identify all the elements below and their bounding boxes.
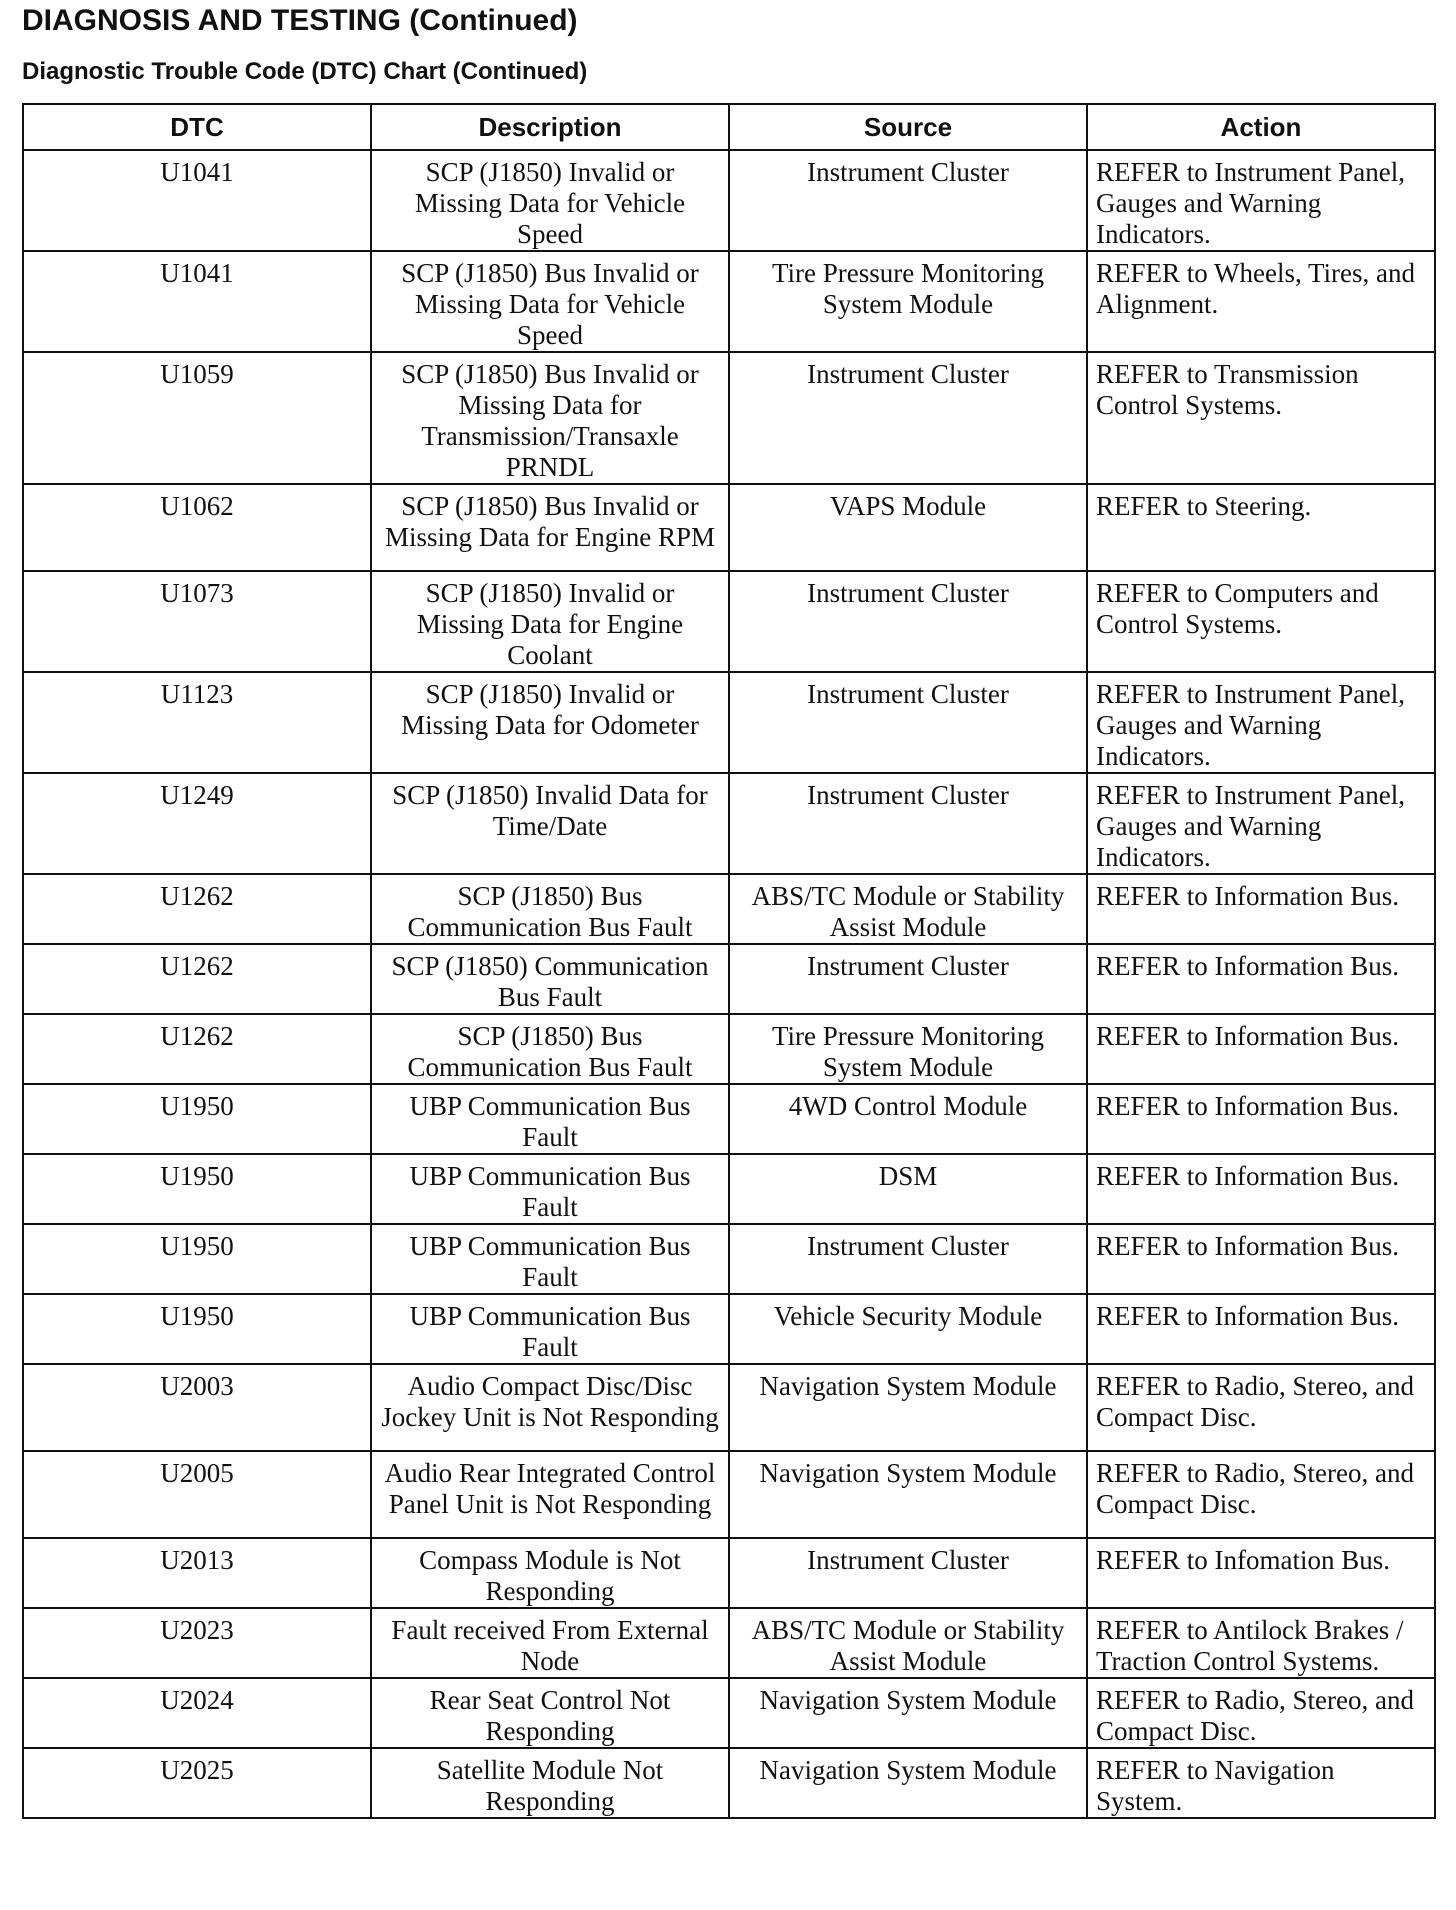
- cell-description: Satellite Module Not Responding: [371, 1748, 729, 1818]
- table-row: [23, 1084, 1435, 1154]
- table-row: [23, 1014, 1435, 1084]
- cell-source: Instrument Cluster: [729, 672, 1087, 773]
- table-row: [23, 1748, 1435, 1818]
- cell-source: Navigation System Module: [729, 1364, 1087, 1451]
- table-header-row: [23, 104, 1435, 150]
- cell-description: Fault received From External Node: [371, 1608, 729, 1678]
- cell-action: REFER to Transmission Control Systems.: [1087, 352, 1435, 484]
- column-header-description: Description: [371, 104, 729, 150]
- cell-description: Rear Seat Control Not Responding: [371, 1678, 729, 1748]
- column-header-dtc: DTC: [23, 104, 371, 150]
- cell-source: Tire Pressure Monitoring System Module: [729, 1014, 1087, 1084]
- table-row: [23, 944, 1435, 1014]
- cell-source: Vehicle Security Module: [729, 1294, 1087, 1364]
- cell-dtc: U2005: [23, 1451, 371, 1538]
- page-title: DIAGNOSIS AND TESTING (Continued): [22, 4, 578, 37]
- cell-description: SCP (J1850) Bus Communication Bus Fault: [371, 1014, 729, 1084]
- table-body: [23, 150, 1435, 1818]
- cell-action: REFER to Steering.: [1087, 484, 1435, 571]
- cell-dtc: U1950: [23, 1154, 371, 1224]
- cell-description: SCP (J1850) Invalid or Missing Data for Engine Coolant: [371, 571, 729, 672]
- cell-action: REFER to Information Bus.: [1087, 944, 1435, 1014]
- table-row: [23, 1451, 1435, 1538]
- dtc-chart-table: [22, 103, 1436, 1819]
- cell-description: Audio Rear Integrated Control Panel Unit is Not Responding: [371, 1451, 729, 1538]
- cell-source: VAPS Module: [729, 484, 1087, 571]
- table-row: [23, 672, 1435, 773]
- cell-source: Instrument Cluster: [729, 352, 1087, 484]
- table-row: [23, 874, 1435, 944]
- cell-action: REFER to Information Bus.: [1087, 874, 1435, 944]
- cell-dtc: U2025: [23, 1748, 371, 1818]
- cell-dtc: U1249: [23, 773, 371, 874]
- cell-action: REFER to Information Bus.: [1087, 1224, 1435, 1294]
- cell-source: Tire Pressure Monitoring System Module: [729, 251, 1087, 352]
- cell-source: Navigation System Module: [729, 1748, 1087, 1818]
- cell-dtc: U2013: [23, 1538, 371, 1608]
- cell-dtc: U1073: [23, 571, 371, 672]
- cell-description: SCP (J1850) Bus Invalid or Missing Data for Transmission/Transaxle PRNDL: [371, 352, 729, 484]
- cell-action: REFER to Wheels, Tires, and Alignment.: [1087, 251, 1435, 352]
- table-row: [23, 1364, 1435, 1451]
- cell-description: Compass Module is Not Responding: [371, 1538, 729, 1608]
- table-row: [23, 1224, 1435, 1294]
- cell-source: DSM: [729, 1154, 1087, 1224]
- cell-action: REFER to Information Bus.: [1087, 1294, 1435, 1364]
- cell-action: REFER to Instrument Panel, Gauges and Warning Indicators.: [1087, 672, 1435, 773]
- cell-dtc: U1062: [23, 484, 371, 571]
- cell-description: SCP (J1850) Communication Bus Fault: [371, 944, 729, 1014]
- cell-action: REFER to Computers and Control Systems.: [1087, 571, 1435, 672]
- cell-description: SCP (J1850) Invalid or Missing Data for Odometer: [371, 672, 729, 773]
- cell-description: SCP (J1850) Invalid or Missing Data for Vehicle Speed: [371, 150, 729, 251]
- cell-action: REFER to Antilock Brakes / Traction Control Systems.: [1087, 1608, 1435, 1678]
- cell-source: Instrument Cluster: [729, 773, 1087, 874]
- cell-action: REFER to Radio, Stereo, and Compact Disc.: [1087, 1678, 1435, 1748]
- cell-action: REFER to Radio, Stereo, and Compact Disc.: [1087, 1451, 1435, 1538]
- cell-source: Instrument Cluster: [729, 944, 1087, 1014]
- cell-dtc: U1950: [23, 1224, 371, 1294]
- table-row: [23, 251, 1435, 352]
- cell-dtc: U1950: [23, 1084, 371, 1154]
- cell-source: 4WD Control Module: [729, 1084, 1087, 1154]
- cell-description: SCP (J1850) Invalid Data for Time/Date: [371, 773, 729, 874]
- cell-description: SCP (J1850) Bus Invalid or Missing Data for Vehicle Speed: [371, 251, 729, 352]
- cell-dtc: U2003: [23, 1364, 371, 1451]
- cell-description: UBP Communication Bus Fault: [371, 1154, 729, 1224]
- table-row: [23, 1608, 1435, 1678]
- cell-action: REFER to Instrument Panel, Gauges and Warning Indicators.: [1087, 773, 1435, 874]
- cell-dtc: U1950: [23, 1294, 371, 1364]
- cell-dtc: U1262: [23, 944, 371, 1014]
- cell-source: ABS/TC Module or Stability Assist Module: [729, 1608, 1087, 1678]
- cell-dtc: U1041: [23, 150, 371, 251]
- table-row: [23, 571, 1435, 672]
- cell-description: UBP Communication Bus Fault: [371, 1084, 729, 1154]
- cell-description: UBP Communication Bus Fault: [371, 1294, 729, 1364]
- cell-source: Instrument Cluster: [729, 571, 1087, 672]
- table-row: [23, 773, 1435, 874]
- cell-action: REFER to Infomation Bus.: [1087, 1538, 1435, 1608]
- section-title: Diagnostic Trouble Code (DTC) Chart (Continued): [22, 58, 588, 85]
- cell-dtc: U2023: [23, 1608, 371, 1678]
- cell-source: ABS/TC Module or Stability Assist Module: [729, 874, 1087, 944]
- cell-action: REFER to Radio, Stereo, and Compact Disc.: [1087, 1364, 1435, 1451]
- cell-dtc: U1123: [23, 672, 371, 773]
- cell-action: REFER to Instrument Panel, Gauges and Warning Indicators.: [1087, 150, 1435, 251]
- cell-action: REFER to Information Bus.: [1087, 1154, 1435, 1224]
- cell-source: Instrument Cluster: [729, 1538, 1087, 1608]
- cell-description: SCP (J1850) Bus Communication Bus Fault: [371, 874, 729, 944]
- cell-description: SCP (J1850) Bus Invalid or Missing Data for Engine RPM: [371, 484, 729, 571]
- cell-source: Instrument Cluster: [729, 150, 1087, 251]
- cell-source: Navigation System Module: [729, 1451, 1087, 1538]
- cell-source: Instrument Cluster: [729, 1224, 1087, 1294]
- cell-source: Navigation System Module: [729, 1678, 1087, 1748]
- table-row: [23, 352, 1435, 484]
- cell-dtc: U1041: [23, 251, 371, 352]
- column-header-action: Action: [1087, 104, 1435, 150]
- table-row: [23, 484, 1435, 571]
- table-row: [23, 1678, 1435, 1748]
- table-row: [23, 1154, 1435, 1224]
- table-row: [23, 1294, 1435, 1364]
- cell-dtc: U1262: [23, 1014, 371, 1084]
- table-row: [23, 150, 1435, 251]
- column-header-source: Source: [729, 104, 1087, 150]
- cell-action: REFER to Information Bus.: [1087, 1014, 1435, 1084]
- table-row: [23, 1538, 1435, 1608]
- cell-action: REFER to Information Bus.: [1087, 1084, 1435, 1154]
- cell-action: REFER to Navigation System.: [1087, 1748, 1435, 1818]
- cell-description: Audio Compact Disc/Disc Jockey Unit is Not Responding: [371, 1364, 729, 1451]
- cell-description: UBP Communication Bus Fault: [371, 1224, 729, 1294]
- cell-dtc: U2024: [23, 1678, 371, 1748]
- cell-dtc: U1262: [23, 874, 371, 944]
- cell-dtc: U1059: [23, 352, 371, 484]
